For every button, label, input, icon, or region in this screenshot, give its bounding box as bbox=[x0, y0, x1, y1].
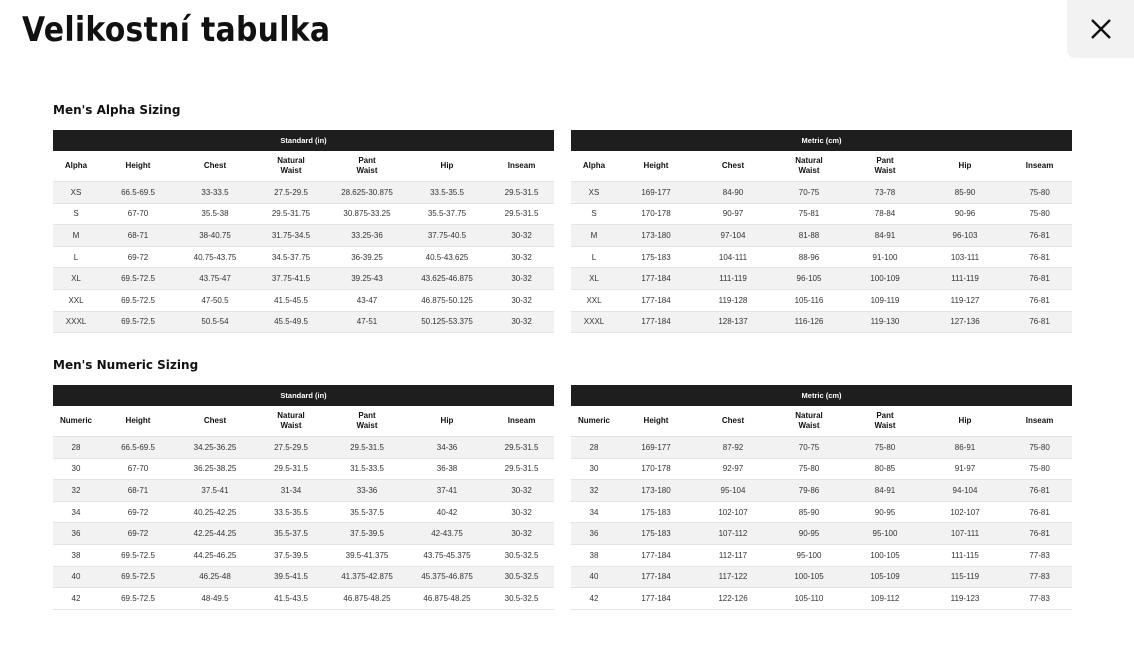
table-cell: 119-128 bbox=[695, 289, 771, 311]
table-cell: 43.75-45.375 bbox=[405, 544, 489, 566]
table-cell: 77-83 bbox=[1007, 566, 1072, 588]
table-cell: 76-81 bbox=[1007, 480, 1072, 502]
table-cell: 84-90 bbox=[695, 182, 771, 204]
table-cell: 29.5-31.5 bbox=[489, 437, 554, 459]
table-cell: 69.5-72.5 bbox=[99, 588, 177, 610]
table-cell: 87-92 bbox=[695, 437, 771, 459]
table-cell: 42 bbox=[571, 588, 617, 610]
table-cell: XL bbox=[571, 268, 617, 290]
table-cell: 97-104 bbox=[695, 225, 771, 247]
table-cell: 84-91 bbox=[847, 225, 923, 247]
table-cell: 28 bbox=[571, 437, 617, 459]
table-cell: 122-126 bbox=[695, 588, 771, 610]
table-cell: 73-78 bbox=[847, 182, 923, 204]
table-cell: 29.5-31.75 bbox=[253, 203, 329, 225]
table-cell: 177-184 bbox=[617, 588, 695, 610]
table-row bbox=[53, 203, 554, 225]
table-cell: 177-184 bbox=[617, 566, 695, 588]
table-row bbox=[571, 289, 1072, 311]
table-cell: XXL bbox=[571, 289, 617, 311]
table-cell: 44.25-46.25 bbox=[177, 544, 253, 566]
table-cell: 75-81 bbox=[771, 203, 847, 225]
table-cell: 30.5-32.5 bbox=[489, 544, 554, 566]
table-cell: 84-91 bbox=[847, 480, 923, 502]
table-row bbox=[53, 458, 554, 480]
table-cell: 69.5-72.5 bbox=[99, 311, 177, 333]
table-cell: 45.5-49.5 bbox=[253, 311, 329, 333]
table-cell: S bbox=[53, 203, 99, 225]
table-cell: 29.5-31.5 bbox=[489, 203, 554, 225]
table-cell: 37.5-41 bbox=[177, 480, 253, 502]
table-cell: 46.25-48 bbox=[177, 566, 253, 588]
table-cell: 109-112 bbox=[847, 588, 923, 610]
numeric-standard-table bbox=[53, 385, 554, 610]
table-row bbox=[53, 246, 554, 268]
table-cell: 37.75-40.5 bbox=[405, 225, 489, 247]
table-row bbox=[53, 523, 554, 545]
table-cell: 75-80 bbox=[1007, 182, 1072, 204]
table-cell: 30-32 bbox=[489, 268, 554, 290]
column-header: Height bbox=[617, 406, 695, 437]
table-cell: 34.25-36.25 bbox=[177, 437, 253, 459]
table-cell: 34 bbox=[53, 501, 99, 523]
alpha-metric-table bbox=[571, 130, 1072, 333]
table-row bbox=[571, 458, 1072, 480]
table-cell: 105-110 bbox=[771, 588, 847, 610]
table-cell: 34 bbox=[571, 501, 617, 523]
table-cell: 80-85 bbox=[847, 458, 923, 480]
table-cell: 40.75-43.75 bbox=[177, 246, 253, 268]
table-row bbox=[571, 182, 1072, 204]
table-cell: 42-43.75 bbox=[405, 523, 489, 545]
column-header: Numeric bbox=[571, 406, 617, 437]
table-cell: 175-183 bbox=[617, 523, 695, 545]
table-cell: 81-88 bbox=[771, 225, 847, 247]
table-cell: 103-111 bbox=[923, 246, 1007, 268]
table-cell: 91-100 bbox=[847, 246, 923, 268]
table-cell: 66.5-69.5 bbox=[99, 437, 177, 459]
table-cell: 75-80 bbox=[847, 437, 923, 459]
table-cell: 30-32 bbox=[489, 523, 554, 545]
table-row bbox=[53, 182, 554, 204]
alpha-section-title: Men's Alpha Sizing bbox=[53, 103, 181, 117]
column-header: Hip bbox=[405, 406, 489, 437]
table-cell: 33-33.5 bbox=[177, 182, 253, 204]
table-cell: 27.5-29.5 bbox=[253, 437, 329, 459]
table-cell: 76-81 bbox=[1007, 246, 1072, 268]
table-cell: 32 bbox=[571, 480, 617, 502]
table-cell: 169-177 bbox=[617, 437, 695, 459]
table-cell: 50.125-53.375 bbox=[405, 311, 489, 333]
table-cell: 76-81 bbox=[1007, 501, 1072, 523]
alpha-standard-table bbox=[53, 130, 554, 333]
table-cell: 170-178 bbox=[617, 203, 695, 225]
table-cell: 38-40.75 bbox=[177, 225, 253, 247]
table-banner: Standard (in) bbox=[53, 130, 554, 151]
table-cell: 38 bbox=[53, 544, 99, 566]
table-cell: 31.75-34.5 bbox=[253, 225, 329, 247]
table-cell: 41.5-45.5 bbox=[253, 289, 329, 311]
table-cell: 177-184 bbox=[617, 289, 695, 311]
table-cell: 68-71 bbox=[99, 225, 177, 247]
table-cell: 119-123 bbox=[923, 588, 1007, 610]
table-cell: 50.5-54 bbox=[177, 311, 253, 333]
column-header: Numeric bbox=[53, 406, 99, 437]
table-cell: 37.75-41.5 bbox=[253, 268, 329, 290]
table-cell: S bbox=[571, 203, 617, 225]
table-cell: 31.5-33.5 bbox=[329, 458, 405, 480]
table-cell: 40-42 bbox=[405, 501, 489, 523]
table-cell: 127-136 bbox=[923, 311, 1007, 333]
table-cell: 33.5-35.5 bbox=[405, 182, 489, 204]
table-cell: 75-80 bbox=[1007, 458, 1072, 480]
table-cell: 38 bbox=[571, 544, 617, 566]
table-row bbox=[53, 225, 554, 247]
table-cell: 68-71 bbox=[99, 480, 177, 502]
table-cell: 43.625-46.875 bbox=[405, 268, 489, 290]
table-cell: 67-70 bbox=[99, 203, 177, 225]
table-cell: 69.5-72.5 bbox=[99, 544, 177, 566]
table-cell: 37-41 bbox=[405, 480, 489, 502]
table-cell: 175-183 bbox=[617, 246, 695, 268]
table-cell: 33.5-35.5 bbox=[253, 501, 329, 523]
table-cell: 69.5-72.5 bbox=[99, 289, 177, 311]
table-cell: 67-70 bbox=[99, 458, 177, 480]
table-cell: 88-96 bbox=[771, 246, 847, 268]
table-cell: 90-96 bbox=[923, 203, 1007, 225]
table-cell: 46.875-50.125 bbox=[405, 289, 489, 311]
column-header: Inseam bbox=[489, 406, 554, 437]
column-header: Hip bbox=[923, 151, 1007, 182]
column-header: Pant Waist bbox=[329, 151, 405, 182]
table-cell: 177-184 bbox=[617, 268, 695, 290]
table-cell: 107-112 bbox=[695, 523, 771, 545]
table-cell: 177-184 bbox=[617, 544, 695, 566]
table-cell: 30.875-33.25 bbox=[329, 203, 405, 225]
table-cell: 96-105 bbox=[771, 268, 847, 290]
table-cell: 30 bbox=[53, 458, 99, 480]
table-cell: 107-111 bbox=[923, 523, 1007, 545]
table-cell: L bbox=[53, 246, 99, 268]
column-header: Inseam bbox=[1007, 151, 1072, 182]
table-cell: 102-107 bbox=[695, 501, 771, 523]
numeric-section-title: Men's Numeric Sizing bbox=[53, 358, 199, 372]
table-row bbox=[571, 544, 1072, 566]
table-cell: 75-80 bbox=[1007, 203, 1072, 225]
numeric-metric-table bbox=[571, 385, 1072, 610]
table-row bbox=[53, 588, 554, 610]
table-cell: 41.375-42.875 bbox=[329, 566, 405, 588]
table-row bbox=[53, 311, 554, 333]
table-row bbox=[571, 480, 1072, 502]
table-cell: 90-97 bbox=[695, 203, 771, 225]
table-cell: 117-122 bbox=[695, 566, 771, 588]
table-cell: 28.625-30.875 bbox=[329, 182, 405, 204]
table-cell: 35.5-37.5 bbox=[329, 501, 405, 523]
table-cell: 36 bbox=[53, 523, 99, 545]
table-cell: 77-83 bbox=[1007, 588, 1072, 610]
table-cell: 95-100 bbox=[847, 523, 923, 545]
table-cell: 77-83 bbox=[1007, 544, 1072, 566]
column-header: Hip bbox=[405, 151, 489, 182]
table-cell: 46.875-48.25 bbox=[329, 588, 405, 610]
table-cell: 70-75 bbox=[771, 182, 847, 204]
table-cell: 79-86 bbox=[771, 480, 847, 502]
table-cell: 36.25-38.25 bbox=[177, 458, 253, 480]
table-row bbox=[53, 544, 554, 566]
table-cell: 76-81 bbox=[1007, 289, 1072, 311]
table-cell: 27.5-29.5 bbox=[253, 182, 329, 204]
table-cell: 69-72 bbox=[99, 501, 177, 523]
column-header: Pant Waist bbox=[847, 151, 923, 182]
table-cell: 76-81 bbox=[1007, 268, 1072, 290]
table-cell: 111-119 bbox=[695, 268, 771, 290]
column-header: Inseam bbox=[1007, 406, 1072, 437]
table-cell: 39.5-41.5 bbox=[253, 566, 329, 588]
table-cell: 30-32 bbox=[489, 480, 554, 502]
table-cell: 42.25-44.25 bbox=[177, 523, 253, 545]
table-cell: XS bbox=[53, 182, 99, 204]
table-cell: 28 bbox=[53, 437, 99, 459]
table-row bbox=[53, 480, 554, 502]
table-cell: 105-109 bbox=[847, 566, 923, 588]
table-cell: 69.5-72.5 bbox=[99, 268, 177, 290]
table-cell: 31-34 bbox=[253, 480, 329, 502]
table-row bbox=[571, 311, 1072, 333]
table-cell: 29.5-31.5 bbox=[253, 458, 329, 480]
table-cell: 111-119 bbox=[923, 268, 1007, 290]
column-header: Chest bbox=[177, 151, 253, 182]
table-cell: 35.5-38 bbox=[177, 203, 253, 225]
table-cell: 66.5-69.5 bbox=[99, 182, 177, 204]
table-cell: 128-137 bbox=[695, 311, 771, 333]
table-cell: 36-38 bbox=[405, 458, 489, 480]
table-cell: 29.5-31.5 bbox=[489, 458, 554, 480]
table-cell: 96-103 bbox=[923, 225, 1007, 247]
table-cell: 39.25-43 bbox=[329, 268, 405, 290]
column-header: Natural Waist bbox=[253, 406, 329, 437]
table-cell: 104-111 bbox=[695, 246, 771, 268]
table-cell: 40 bbox=[53, 566, 99, 588]
table-cell: 41.5-43.5 bbox=[253, 588, 329, 610]
table-cell: 29.5-31.5 bbox=[489, 182, 554, 204]
table-cell: 37.5-39.5 bbox=[329, 523, 405, 545]
table-cell: 90-95 bbox=[771, 523, 847, 545]
table-cell: XL bbox=[53, 268, 99, 290]
table-cell: XXXL bbox=[53, 311, 99, 333]
table-cell: 91-97 bbox=[923, 458, 1007, 480]
page-title: Velikostní tabulka bbox=[22, 10, 331, 50]
table-cell: 173-180 bbox=[617, 225, 695, 247]
table-cell: 32 bbox=[53, 480, 99, 502]
table-cell: 76-81 bbox=[1007, 311, 1072, 333]
table-cell: 46.875-48.25 bbox=[405, 588, 489, 610]
table-cell: 95-104 bbox=[695, 480, 771, 502]
table-row bbox=[53, 566, 554, 588]
table-cell: 170-178 bbox=[617, 458, 695, 480]
table-cell: 175-183 bbox=[617, 501, 695, 523]
table-cell: 30-32 bbox=[489, 311, 554, 333]
table-cell: 30-32 bbox=[489, 246, 554, 268]
table-cell: 34-36 bbox=[405, 437, 489, 459]
table-cell: 34.5-37.75 bbox=[253, 246, 329, 268]
table-cell: 76-81 bbox=[1007, 523, 1072, 545]
table-banner: Metric (cm) bbox=[571, 130, 1072, 151]
table-cell: 47-51 bbox=[329, 311, 405, 333]
close-button[interactable] bbox=[1067, 0, 1134, 58]
table-cell: 119-127 bbox=[923, 289, 1007, 311]
table-cell: 105-116 bbox=[771, 289, 847, 311]
table-cell: 94-104 bbox=[923, 480, 1007, 502]
column-header: Chest bbox=[177, 406, 253, 437]
table-cell: 69.5-72.5 bbox=[99, 566, 177, 588]
table-cell: 100-105 bbox=[771, 566, 847, 588]
column-header: Height bbox=[99, 151, 177, 182]
table-row bbox=[571, 246, 1072, 268]
table-cell: 75-80 bbox=[771, 458, 847, 480]
table-cell: 33-36 bbox=[329, 480, 405, 502]
table-cell: 169-177 bbox=[617, 182, 695, 204]
column-header: Chest bbox=[695, 406, 771, 437]
table-row bbox=[53, 268, 554, 290]
column-header: Hip bbox=[923, 406, 1007, 437]
column-header: Alpha bbox=[53, 151, 99, 182]
table-cell: 70-75 bbox=[771, 437, 847, 459]
close-icon[interactable] bbox=[1090, 18, 1112, 40]
table-cell: 48-49.5 bbox=[177, 588, 253, 610]
table-cell: 33.25-36 bbox=[329, 225, 405, 247]
table-cell: 109-119 bbox=[847, 289, 923, 311]
table-cell: 36 bbox=[571, 523, 617, 545]
table-cell: 95-100 bbox=[771, 544, 847, 566]
table-banner: Metric (cm) bbox=[571, 385, 1072, 406]
table-cell: 43.75-47 bbox=[177, 268, 253, 290]
table-cell: 78-84 bbox=[847, 203, 923, 225]
column-header: Inseam bbox=[489, 151, 554, 182]
table-cell: 42 bbox=[53, 588, 99, 610]
table-cell: XXXL bbox=[571, 311, 617, 333]
table-cell: 112-117 bbox=[695, 544, 771, 566]
table-cell: 115-119 bbox=[923, 566, 1007, 588]
column-header: Height bbox=[617, 151, 695, 182]
table-cell: 30.5-32.5 bbox=[489, 566, 554, 588]
table-cell: 119-130 bbox=[847, 311, 923, 333]
table-cell: 35.5-37.5 bbox=[253, 523, 329, 545]
table-cell: 43-47 bbox=[329, 289, 405, 311]
table-row bbox=[571, 566, 1072, 588]
table-cell: 92-97 bbox=[695, 458, 771, 480]
column-header: Natural Waist bbox=[771, 406, 847, 437]
table-cell: L bbox=[571, 246, 617, 268]
table-row bbox=[571, 523, 1072, 545]
table-cell: 90-95 bbox=[847, 501, 923, 523]
table-cell: 36-39.25 bbox=[329, 246, 405, 268]
table-cell: 85-90 bbox=[771, 501, 847, 523]
table-cell: XXL bbox=[53, 289, 99, 311]
table-cell: 69-72 bbox=[99, 246, 177, 268]
table-cell: 40 bbox=[571, 566, 617, 588]
table-cell: 40.25-42.25 bbox=[177, 501, 253, 523]
column-header: Pant Waist bbox=[847, 406, 923, 437]
table-row bbox=[571, 588, 1072, 610]
table-cell: 29.5-31.5 bbox=[329, 437, 405, 459]
table-cell: 30.5-32.5 bbox=[489, 588, 554, 610]
column-header: Pant Waist bbox=[329, 406, 405, 437]
table-banner: Standard (in) bbox=[53, 385, 554, 406]
table-cell: 75-80 bbox=[1007, 437, 1072, 459]
table-cell: 47-50.5 bbox=[177, 289, 253, 311]
table-cell: 37.5-39.5 bbox=[253, 544, 329, 566]
table-cell: 45.375-46.875 bbox=[405, 566, 489, 588]
table-cell: 111-115 bbox=[923, 544, 1007, 566]
table-row bbox=[571, 437, 1072, 459]
table-cell: M bbox=[53, 225, 99, 247]
table-cell: 100-105 bbox=[847, 544, 923, 566]
table-row bbox=[53, 289, 554, 311]
table-row bbox=[571, 501, 1072, 523]
table-cell: 86-91 bbox=[923, 437, 1007, 459]
table-row bbox=[571, 225, 1072, 247]
table-cell: 30-32 bbox=[489, 289, 554, 311]
table-cell: 30 bbox=[571, 458, 617, 480]
column-header: Height bbox=[99, 406, 177, 437]
table-cell: 116-126 bbox=[771, 311, 847, 333]
table-cell: 69-72 bbox=[99, 523, 177, 545]
table-cell: M bbox=[571, 225, 617, 247]
column-header: Chest bbox=[695, 151, 771, 182]
table-cell: 100-109 bbox=[847, 268, 923, 290]
table-cell: 30-32 bbox=[489, 225, 554, 247]
table-row bbox=[53, 501, 554, 523]
table-cell: 173-180 bbox=[617, 480, 695, 502]
column-header: Natural Waist bbox=[253, 151, 329, 182]
table-cell: 35.5-37.75 bbox=[405, 203, 489, 225]
table-cell: 85-90 bbox=[923, 182, 1007, 204]
column-header: Natural Waist bbox=[771, 151, 847, 182]
table-cell: 39.5-41.375 bbox=[329, 544, 405, 566]
table-row bbox=[571, 203, 1072, 225]
table-cell: XS bbox=[571, 182, 617, 204]
column-header: Alpha bbox=[571, 151, 617, 182]
table-row bbox=[571, 268, 1072, 290]
table-cell: 76-81 bbox=[1007, 225, 1072, 247]
table-cell: 102-107 bbox=[923, 501, 1007, 523]
table-cell: 30-32 bbox=[489, 501, 554, 523]
table-row bbox=[53, 437, 554, 459]
table-cell: 177-184 bbox=[617, 311, 695, 333]
table-cell: 40.5-43.625 bbox=[405, 246, 489, 268]
